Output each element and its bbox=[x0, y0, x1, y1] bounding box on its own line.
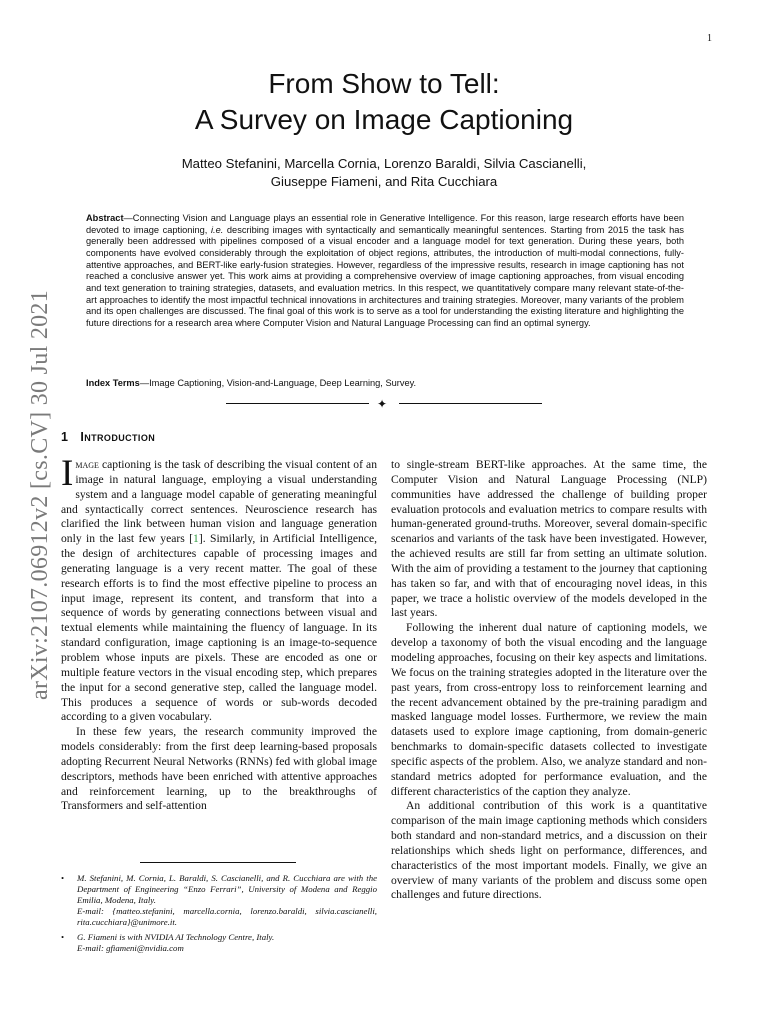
abstract-text-pre: —Connecting Vision and Language plays an essential role in Generative Intelligence. For this reason, large research efforts have been devoted to image captioning, bbox=[86, 213, 684, 235]
drop-cap-continuation: mage bbox=[75, 458, 99, 471]
intro-paragraph-1 bbox=[61, 453, 377, 725]
section-divider bbox=[226, 397, 542, 411]
author-list bbox=[100, 155, 668, 191]
intro-paragraph-3: to single-stream BERT-like approaches. At the same time, the Computer Vision and Natural Language Processing (NLP) communities have addressed the challenge of building proper evaluation protocols and evaluation metrics to compare results with human-generated ground-truths. Moreover, several domain-specific scenarios and variants of the task have been investigated. However, the achieved results are still far from setting an ultimate solution. With the aim of providing a testament to the journey that captioning has taken so far, and with that of encouraging novel ideas, in this paper, we trace a holistic overview of the models developed in the last years. bbox=[391, 458, 707, 620]
footnote-text: M. Stefanini, M. Cornia, L. Baraldi, S. Cascianelli, and R. Cucchiara are with the Department of Engineering “Enzo Ferrari”, University of Modena and Reggio Emilia, Modena, Italy. bbox=[77, 873, 377, 905]
intro-paragraph-2: In these few years, the research community improved the models considerably: from the first deep learning-based proposals adopting Recurrent Neural Networks (RNNs) fed with global image descriptors, methods have been enriched with attentive approaches and reinforcement learning, up to the breakthroughs of Transformers and self-attention bbox=[61, 725, 377, 813]
intro-paragraph-5: An additional contribution of this work is a quantitative comparison of the main image captioning methods which considers both standard and non-standard metrics, and a discussion on their relationships which sheds light on performance, differences, and characteristics of the most important models. Finally, we give an overview of many variants of the problem and discuss some open challenges and future directions. bbox=[391, 799, 707, 902]
divider-line-right bbox=[399, 403, 542, 404]
abstract-text-ie: i.e. bbox=[210, 224, 224, 235]
abstract-text-post: describing images with syntactically and semantically meaningful sentences. Starting from 2015 the task has generally been addressed with pipelines composed of a visual encoder and a language model for text generation. During these years, both components have evolved considerably through the exploitation of object regions, attributes, the introduction of multi-modal connections, fully-attentive approaches, and BERT-like early-fusion strategies. However, regardless of the impressive results, research in image captioning has not reached a conclusive answer yet. This work aims at providing a comprehensive overview of image captioning approaches, from visual encoding and text generation to training strategies, datasets, and evaluation metrics. In this respect, we quantitatively compare many relevant state-of-the-art approaches to identify the most impactful technical innovations in architectures and training strategies. Moreover, many variants of the problem and its open challenges are discussed. The final goal of this work is to serve as a tool for understanding the existing literature and highlighting the future directions for a research area where Computer Vision and Natural Language Processing can find an optimal synergy. bbox=[86, 224, 684, 328]
page-number: 1 bbox=[707, 33, 712, 44]
diamond-ornament-icon: ✦ bbox=[377, 397, 388, 411]
left-column bbox=[61, 453, 377, 814]
footnote-email: E-mail: {matteo.stefanini, marcella.cornia, lorenzo.baraldi, silvia.cascianelli, rita.cucchiara}@unimore.it. bbox=[77, 906, 377, 927]
index-terms-label: Index Terms bbox=[86, 378, 140, 388]
intro-p1-text-a: captioning is the task of describing the visual content of an image in natural language, employing a visual understanding system and a language model capable of generating meaningful and syntactically correct sentences. Neuroscience research has clarified the link between human vision and language generation only in the last few years [ bbox=[61, 458, 377, 546]
intro-p1-text-b: ]. Similarly, in Artificial Intelligence, the design of architectures capable of processing images and generating language is a very recent matter. The goal of these research efforts is to find the most effective pipeline to process an input image, represent its content, and transform that into a sequence of words by generating connections between visual and textual elements while maintaining the fluency of language. In its standard configuration, image captioning is an image-to-sequence problem whose inputs are pixels. These are encoded as one or multiple feature vectors in the visual encoding step, which prepares the input for a second generative step, called the language model. This produces a sequence of words or sub-words decoded according to a given vocabulary. bbox=[61, 532, 377, 724]
drop-cap: I bbox=[61, 453, 74, 494]
paper-title bbox=[100, 66, 668, 138]
footnote-email: E-mail: gfiameni@nvidia.com bbox=[77, 943, 184, 953]
abstract-label: Abstract bbox=[86, 213, 124, 223]
title-line-1: From Show to Tell: bbox=[268, 68, 500, 99]
footnote-rule bbox=[140, 862, 296, 863]
abstract bbox=[86, 213, 684, 330]
divider-line-left bbox=[226, 403, 369, 404]
bullet-icon: • bbox=[61, 873, 65, 883]
footnotes bbox=[61, 873, 377, 958]
citation-link[interactable]: 1 bbox=[193, 532, 199, 546]
intro-paragraph-4: Following the inherent dual nature of captioning models, we develop a taxonomy of both the visual encoding and the language modeling approaches, focusing on their key aspects and limitations. We focus on the training strategies adopted in the literature over the past years, from cross-entropy loss to reinforcement learning and the recent advancement obtained by the pre-training paradigm and masked language model losses. Furthermore, we review the main datasets used to explore image captioning, from domain-generic benchmarks to domain-specific datasets collected to investigate specific aspects of the problem. Also, we analyze standard and non-standard metrics adopted for performance evaluation, and the different characteristics of the caption they analyze. bbox=[391, 621, 707, 798]
right-column bbox=[391, 458, 707, 903]
footnote-text: G. Fiameni is with NVIDIA AI Technology Centre, Italy. bbox=[77, 932, 275, 942]
index-terms bbox=[86, 377, 684, 389]
bullet-icon: • bbox=[61, 932, 65, 942]
section-heading-introduction bbox=[61, 430, 155, 444]
authors-line-2: Giuseppe Fiameni, and Rita Cucchiara bbox=[270, 174, 498, 189]
section-title: Introduction bbox=[80, 430, 156, 444]
footnote-item bbox=[61, 873, 377, 928]
section-number: 1 bbox=[61, 430, 69, 444]
authors-line-1: Matteo Stefanini, Marcella Cornia, Lorenzo Baraldi, Silvia Cascianelli, bbox=[181, 156, 587, 171]
title-line-2: A Survey on Image Captioning bbox=[194, 104, 574, 135]
index-terms-text: —Image Captioning, Vision-and-Language, Deep Learning, Survey. bbox=[139, 378, 417, 388]
arxiv-identifier: arXiv:2107.06912v2 [cs.CV] 30 Jul 2021 bbox=[27, 289, 53, 700]
footnote-item bbox=[61, 932, 377, 954]
